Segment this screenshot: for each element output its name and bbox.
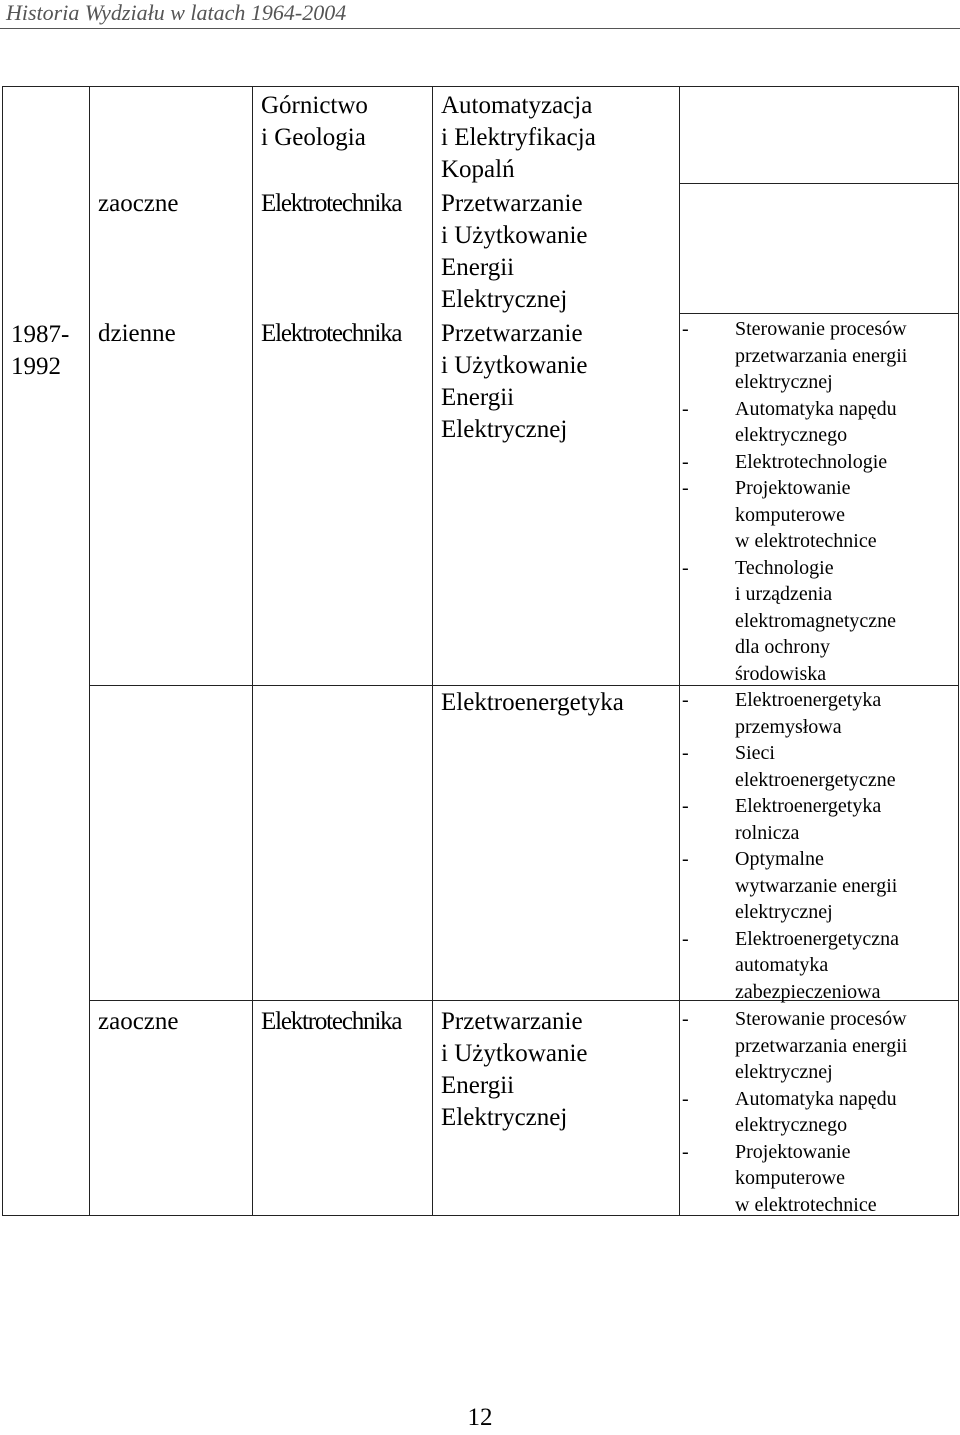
specialization-item	[679, 316, 907, 396]
specialization-line: Technologie	[735, 556, 834, 579]
header-title: Historia Wydziału w latach 1964-2004	[6, 0, 347, 25]
field-line: Energii	[441, 254, 515, 281]
list-dash: -	[682, 450, 689, 473]
specialization-line: rolnicza	[735, 821, 800, 844]
list-dash: -	[682, 1008, 689, 1030]
field-cell	[441, 90, 596, 186]
faculty-line: Elektrotechnika	[261, 190, 402, 217]
specialization-line: Optymalne	[735, 848, 824, 870]
list-dash: -	[682, 927, 689, 950]
list-dash: -	[682, 848, 689, 870]
specialization-line: automatyka	[735, 954, 829, 976]
faculty-cell	[261, 1006, 401, 1038]
field-line: Przetwarzanie	[441, 190, 583, 217]
specialization-line: elektrycznej	[735, 901, 833, 923]
study-mode: dzienne	[98, 320, 176, 347]
field-line: Kopalń	[441, 156, 515, 183]
specialization-line: elektrycznego	[735, 424, 848, 446]
list-dash: -	[682, 318, 689, 340]
column-divider	[89, 87, 90, 1215]
list-dash: -	[682, 397, 689, 420]
row-divider	[679, 313, 958, 314]
specialization-item	[679, 475, 907, 555]
specialization-line: Automatyka napędu	[735, 1087, 897, 1110]
mode-cell	[98, 188, 178, 220]
specialization-line: Sterowanie procesów	[735, 318, 907, 340]
period-cell	[11, 319, 69, 383]
faculty-line: Elektrotechnika	[261, 320, 402, 347]
specialization-line: Elektrotechnologie	[735, 450, 888, 473]
specialization-item	[679, 793, 899, 846]
faculty-cell	[261, 318, 401, 350]
specialization-item	[679, 740, 899, 793]
study-mode: zaoczne	[98, 1008, 179, 1035]
specialization-item	[679, 926, 899, 1006]
field-line: i Użytkowanie	[441, 222, 588, 249]
field-cell	[441, 687, 624, 719]
specialization-item	[679, 846, 899, 926]
specialization-item	[679, 1086, 907, 1139]
studies-table	[2, 86, 959, 1216]
specialization-line: Sterowanie procesów	[735, 1008, 907, 1030]
field-line: Automatyzacja	[441, 92, 593, 119]
field-line: Elektroenergetyka	[441, 689, 624, 716]
specialization-line: Elektroenergetyczna	[735, 927, 899, 950]
field-line: Energii	[441, 1072, 515, 1099]
specialization-line: elektrycznego	[735, 1114, 848, 1136]
field-line: Przetwarzanie	[441, 320, 583, 347]
specialization-line: elektrycznej	[735, 371, 833, 393]
specializations-list	[679, 687, 899, 1005]
specialization-line: w elektrotechnice	[735, 1193, 877, 1216]
specializations-list	[679, 316, 907, 687]
specialization-line: Projektowanie	[735, 477, 851, 499]
field-cell	[441, 1006, 587, 1134]
specialization-line: przetwarzania energii	[735, 1034, 908, 1057]
field-line: i Elektryfikacja	[441, 124, 596, 151]
specialization-line: wytwarzanie energii	[735, 874, 898, 897]
specialization-line: elektromagnetyczne	[735, 609, 897, 632]
mode-cell	[98, 318, 176, 350]
mode-cell	[98, 1006, 178, 1038]
specialization-line: Automatyka napędu	[735, 397, 897, 420]
specialization-line: komputerowe	[735, 1167, 845, 1189]
field-cell	[441, 318, 587, 446]
specializations-list	[679, 1006, 907, 1218]
specialization-line: Elektroenergetyka	[735, 689, 882, 711]
specialization-line: zabezpieczeniowa	[735, 980, 881, 1003]
row-divider	[679, 183, 958, 184]
study-mode: zaoczne	[98, 190, 179, 217]
list-dash: -	[682, 556, 689, 579]
list-dash: -	[682, 477, 689, 499]
faculty-line: i Geologia	[261, 124, 366, 151]
specialization-line: Projektowanie	[735, 1140, 851, 1163]
period-line: 1987-	[11, 321, 70, 348]
specialization-item	[679, 555, 907, 688]
field-cell	[441, 188, 587, 316]
period-line: 1992	[11, 353, 61, 380]
specialization-item	[679, 687, 899, 740]
page-number: 12	[467, 1404, 493, 1431]
specialization-line: i urządzenia	[735, 583, 833, 605]
list-dash: -	[682, 1140, 689, 1163]
specialization-item	[679, 1006, 907, 1086]
running-header	[0, 0, 960, 29]
list-dash: -	[682, 795, 689, 817]
field-line: Elektrycznej	[441, 1104, 568, 1131]
specialization-item	[679, 449, 907, 476]
list-dash: -	[682, 689, 689, 711]
column-divider	[432, 87, 433, 1215]
specialization-line: Sieci	[735, 742, 775, 764]
specialization-line: przetwarzania energii	[735, 344, 908, 367]
faculty-line: Górnictwo	[261, 92, 368, 119]
faculty-line: Elektrotechnika	[261, 1008, 402, 1035]
specialization-line: elektrycznej	[735, 1061, 833, 1083]
specialization-line: w elektrotechnice	[735, 530, 877, 552]
specialization-line: dla ochrony	[735, 636, 830, 658]
field-line: Elektrycznej	[441, 286, 568, 313]
field-line: i Użytkowanie	[441, 352, 588, 379]
specialization-line: środowiska	[735, 662, 827, 685]
field-line: Przetwarzanie	[441, 1008, 583, 1035]
specialization-item	[679, 1139, 907, 1219]
specialization-line: przemysłowa	[735, 715, 842, 738]
field-line: Elektrycznej	[441, 416, 568, 443]
list-dash: -	[682, 1087, 689, 1110]
faculty-cell	[261, 188, 401, 220]
specialization-line: komputerowe	[735, 503, 845, 526]
faculty-cell	[261, 90, 368, 154]
field-line: i Użytkowanie	[441, 1040, 588, 1067]
column-divider	[252, 87, 253, 1215]
list-dash: -	[682, 742, 689, 764]
specialization-item	[679, 396, 907, 449]
specialization-line: Elektroenergetyka	[735, 795, 882, 817]
field-line: Energii	[441, 384, 515, 411]
specialization-line: elektroenergetyczne	[735, 768, 896, 791]
